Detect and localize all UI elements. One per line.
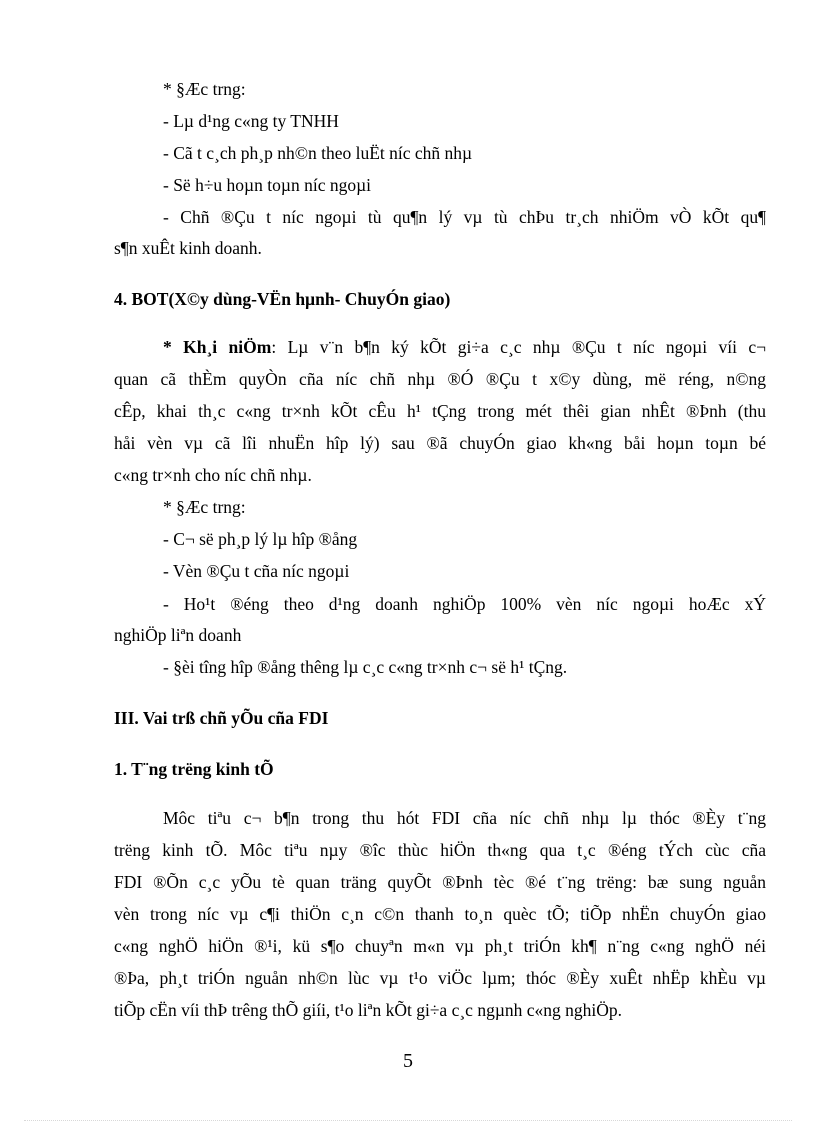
list-item: - Cã t c¸ch ph¸p nh©n theo luËt níc chñ nhµ [163,143,473,163]
paragraph-line: tiÕp cËn víi thÞ trêng thÕ giíi, t¹o liªn kÕt gi÷a c¸c ngµnh c«ng nghiÖp. [114,1000,623,1020]
paragraph-line: Môc tiªu c¬ b¶n trong thu hót FDI cña níc chñ nhµ lµ thóc ®Èy t¨ng [163,808,766,828]
list-item: - Së h÷u hoµn toµn níc ngoµi [163,175,372,195]
paragraph-line: FDI ®Õn c¸c yÕu tè quan träng quyÕt ®Þnh tèc ®é t¨ng trëng: bæ sung nguån [114,872,766,892]
list-item-continuation: nghiÖp liªn doanh [114,625,242,645]
paragraph-line: vèn trong níc vµ c¶i thiÖn c¸n c©n thanh to¸n quèc tÕ; tiÕp nhËn chuyÓn giao [114,904,766,924]
list-item: - Ho¹t ®éng theo d¹ng doanh nghiÖp 100% vèn níc ngoµi hoÆc xÝ [163,594,766,614]
list-item: - §èi tîng hîp ®ång thêng lµ c¸c c«ng tr×nh c¬ së h¹ tÇng. [163,657,568,677]
paragraph-line: cÊp, khai th¸c c«ng tr×nh kÕt cÊu h¹ tÇng trong mét thêi gian nhÊt ®Þnh (thu [114,401,766,421]
paragraph-line: c«ng tr×nh cho níc chñ nhµ. [114,465,312,485]
list-item-continuation: s¶n xuÊt kinh doanh. [114,238,262,258]
list-item: - Lµ d¹ng c«ng ty TNHH [163,111,339,131]
feature-heading: * §Æc trng: [163,497,246,517]
paragraph-line: ®Þa, ph¸t triÓn nguån nh©n lùc vµ t¹o viÖc lµm; thóc ®Èy xuÊt nhËp khÈu vµ [114,968,766,988]
section-heading: 4. BOT(X©y dùng-VËn hµnh- ChuyÓn giao) [114,289,451,309]
paragraph-line: quan cã thÈm quyÒn cña níc chñ nhµ ®Ó ®Çu t x©y dùng, më réng, n©ng [114,369,766,389]
paragraph-line: håi vèn vµ cã lîi nhuËn hîp lý) sau ®ã chuyÓn giao kh«ng båi hoµn toµn bé [114,433,766,453]
chapter-heading: III. Vai trß chñ yÕu cña FDI [114,708,329,728]
definition-text: : Lµ v¨n b¶n ký kÕt gi÷a c¸c nhµ ®Çu t níc ngoµi víi c¬ [271,337,766,357]
feature-heading: * §Æc trng: [163,79,246,99]
list-item: - C¬ së ph¸p lý lµ hîp ®ång [163,529,358,549]
list-item: - Chñ ®Çu t níc ngoµi tù qu¶n lý vµ tù chÞu tr¸ch nhiÖm vÒ kÕt qu¶ [163,207,766,227]
page-bottom-divider [24,1120,792,1121]
list-item: - Vèn ®Çu t cña níc ngoµi [163,561,350,581]
definition-line [163,335,766,359]
paragraph-line: c«ng nghÖ hiÖn ®¹i, kü s¶o chuyªn m«n vµ ph¸t triÓn kh¶ n¨ng c«ng nghÖ néi [114,936,766,956]
section-heading: 1. T¨ng trëng kinh tÕ [114,759,274,779]
paragraph-line: trëng kinh tÕ. Môc tiªu nµy ®îc thùc hiÖn th«ng qua t¸c ®éng tÝch cùc cña [114,840,766,860]
page-number: 5 [403,1050,413,1072]
definition-label: * Kh¸i niÖm [163,337,272,357]
